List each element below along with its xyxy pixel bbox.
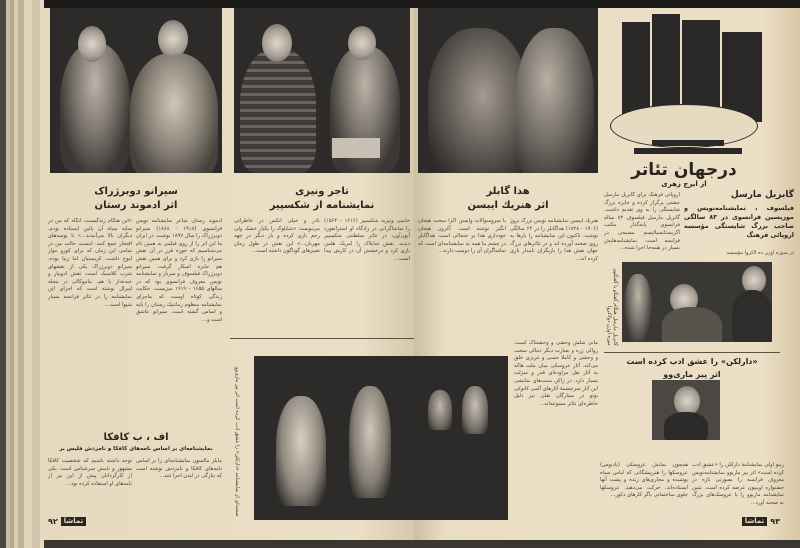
divider bbox=[230, 338, 414, 339]
section-byline: از ایرج زهری bbox=[661, 180, 707, 188]
article-title-marivaux: «دارلکن» را عشق ادب کرده است bbox=[626, 357, 758, 366]
page-number: ۹۳ bbox=[770, 517, 780, 526]
magazine-logo: تماشا bbox=[61, 517, 86, 526]
article-title-cyrano: سیرانو دوبرژراک bbox=[94, 186, 178, 197]
article-subtitle-kafka: نمایشنامه‌ای بر اساس نامه‌های کافکا و نامزدش فلیس بر bbox=[59, 446, 213, 452]
article-column-marivaux-2: همچون نمایش عروسکی (یادیوس) عروسکها را هنرپیشگانی که لباس سیاه پوشیده و مجاری‌های زنده و پشت آنها ایستاده‌اند، حرکت می‌دهند. عروسکها جلوی ساختمانی باگر کارهای دکور... bbox=[600, 462, 688, 499]
divider bbox=[604, 352, 780, 353]
magazine-logo: تماشا bbox=[742, 517, 767, 526]
article-subtitle-merchant: نمایشنامه از شکسپیر bbox=[269, 200, 375, 211]
photo-gabriel-marcel bbox=[622, 262, 772, 342]
book-page-edges bbox=[0, 0, 44, 548]
theater-world-logo bbox=[604, 12, 764, 162]
article-title-hedda: هدا گابلر bbox=[486, 186, 530, 197]
article-column-merchant-2: نادر و خیلی آنکس در خاطراتی می‌نویسد: «شایلوک را یکبار خشک ولی رحم بازی کرده و بار دیگر در جهد مهربان...» این نقش در طول زمان تعبیرهای گوناگون داشته است... bbox=[234, 218, 320, 255]
photo-caption-puppets: صحنه‌ای از نمایشنامه «دارلکن» را عشق ادب کرده است اثر پیر ماری‌وو bbox=[234, 366, 240, 516]
article-column-marivaux-1: ریبو اولی نمایشنامهٔ دارلکن را «عشق ادب کرده است» اثر پیر ماریوو نمایشنامه‌نویس معروف فرانسه را بصورتی تازه در جشنواره اوینیون عرضه کرده است. شین نمایشنامه ماریوو را با عروسک‌های بزرگ به صحنه آورد... bbox=[692, 462, 784, 506]
photo-merchant-of-venice bbox=[234, 8, 410, 173]
article-column-marcel: اروپائی فرهنگ برای گابریل مارسل جشنی برگزار کرده و جایزه بزرگ شایستگی را به وی تقدیم داشت. گابریل مارسل فیلسوف ۸۳ ساله فرانسوی پایه‌گذار مکتب اگزیستانسیالیسم مسیحی در فرانسه است. نمایشنامه‌هایش بسیار در همه‌جا اجرا شده... bbox=[604, 192, 680, 252]
photo-cyrano bbox=[50, 8, 222, 173]
article-subtitle-cyrano: اثر ادموند رستان bbox=[94, 200, 178, 211]
article-title-marcel: گابریل مارسل bbox=[730, 190, 794, 200]
article-column-cyrano-1: ادموند رستان شاعر نمایشنامه نویس فرانسوی (۱۹۱۸ - ۱۸۶۸) سیرانو دوبرژراک را سال ۱۸۹۷ نوشت. در ایران ما این اثر را از روی فیلمی به همین نام می‌شناسیم که خوزه فرر در آن نقش سیرانو را بازی کرد و برای همین نقش هم جایزه اسکار گرفت. سیرانو دوبرژراک فیلسوف و سرباز و نمایشنامه نویس معروف فرانسوی بود که در سالهای ۱۶۵۵ - ۱۶۱۹ میزیست. حکایت زندگی کوتاه اوست که ماجرای نمایشنامه منظوم رمانتیک رستان را پایه و اساس گشته است. سیرانو عاشق است و... bbox=[136, 218, 222, 323]
article-column-kafka-1: مایلز مالسون نمایشنامه‌ای را بر اساس نامه‌های کافکا و نامزدش نوشته است که بتازگی در لندن اجرا شد... bbox=[136, 458, 222, 480]
article-column-merchant-1: خانمی ونیزیه شکسپیر (۱۶۱۶ - ۱۵۶۴) را تماشاگرانی در زادگاه او استراتفورد آپون‌آون، در تئاتر سلطنتی شکسپیر دیدند. نقش شایلاک را امریک هلمن بازی کرد و درخشش آن در کارش پیدا است... bbox=[324, 218, 410, 262]
article-subtitle-marcel: فیلسوف ، نمایشنامه‌نویس و موزیسین فرانسوی در ۸۳ سالگی صاحب بزرگ شایستگی مؤسسه اروپائی فرهنگ bbox=[684, 204, 794, 239]
left-page bbox=[44, 8, 414, 540]
article-column-kafka-2: توجه داشته باشیم که شخصیت کافکا مشهور و نامش سرشناس است. یکی از کارگردانان پیش از این نیز از نامه‌های او استفاده کرده بود... bbox=[48, 458, 132, 487]
article-title-kafka: اف ، ب کافکا bbox=[103, 432, 169, 443]
photo-hedda-gabler bbox=[418, 8, 598, 173]
article-subtitle-hedda: اثر هنریك ایبسن bbox=[467, 200, 549, 211]
right-page bbox=[414, 8, 800, 540]
article-column-hedda-1: هنریك ایبسن نمایشنامه نویس بزرگ نروژ (۱۹۰۶ - ۱۸۲۸) هداگابلر را در ۶۴ سالگی نوشت. تاکنون این نمایشنامه را بارها به روی صحنه آورده اند و در تئاترهای بزرگ جهان نقش هدا را بازیگران نامدار بازی کرده اند... bbox=[510, 218, 598, 262]
photo-puppets-right bbox=[414, 356, 508, 520]
article-title-merchant: تاجر ونیزی bbox=[295, 186, 349, 197]
photo-marivaux-portrait bbox=[652, 380, 720, 440]
article-note-marcel: در سوزه اوژن ده لاکروا مؤسسه bbox=[726, 250, 794, 256]
section-title: درجهان تئاتر bbox=[631, 160, 737, 180]
article-column-cyrano-2: «این هنگام زندگیست، آنگاه که من در سایه سیاه آن پائین ایستاده بودم، دیگران بالا می‌آمدند...» تا بوسه‌های افتخار جمع کنند. اینست حالت من در تمامی این زمان که برای کورو مواز لبوخ داشت. کریستیان اما زیبا بوده. سیرانو دوبرژراک یکی از نقشهای شرب کلاسیک است، نقش ادوبیار و خنده‌دار با هم. مانیوکالی در مجله لیبرال نوشته است که اجرای این نمایشنامه را در تئاتر فرانسه بسیار شیوا است... bbox=[48, 218, 132, 308]
article-column-middle: مانی شلش وحشی و وحشتناک است، زوالی زره و بعبارت دیگر دنبالی سخت و وحشی و کاملا حسی و غریزی خلق می‌کند. آثار عروسکی میان ملت هاکه به آثار نقل مراوده‌ای قدر و منزلت بسیار دارد. در زاکن سنت‌های نمایشی این آثار سرچشمهٔ آثارهای آلمی کانوکی بوتو در ستارگان نقلی نیز دلیل خاطره‌ای تئاتر ممنوعه‌اند... bbox=[514, 340, 598, 407]
page-footer-right bbox=[742, 517, 780, 526]
page-number: ۹۲ bbox=[48, 517, 58, 526]
page-footer-left bbox=[48, 517, 86, 526]
photo-puppets-left bbox=[254, 356, 414, 520]
photo-caption-marcel: گابریل مارسل هنگام گفتگو با گفتگوی موزه اوژن دولاکروا bbox=[606, 268, 618, 346]
article-subtitle-marivaux: اثر پیر ماری‌وو bbox=[663, 370, 721, 379]
article-column-hedda-2: با سروسوالات وایسن آکرا سخت هیجان انگیز نوشته است. آکرون هیجان خودداری هدا بر جنجالی است. هداگابلر در چشم ما همه به نمایشنامه‌ای است که تماشاگران آن را دوست دارند... bbox=[418, 218, 506, 255]
